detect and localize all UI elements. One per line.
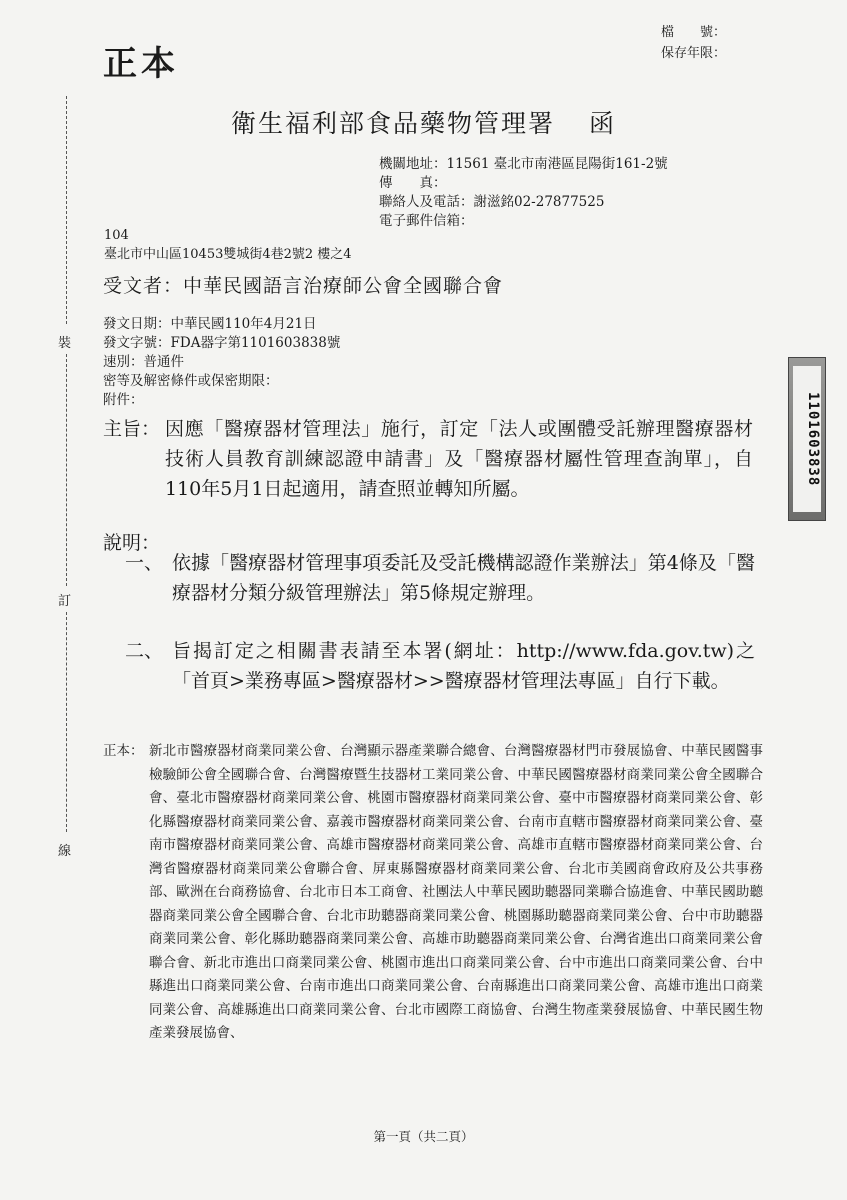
document-meta xyxy=(103,315,340,410)
subject-text: 因應「醫療器材管理法」施行，訂定「法人或團體受託辦理醫療器材技術人員教育訓練認證申請書」及「醫療器材屬性管理查詢單」，自110年5月1日起適用，請查照並轉知所屬。 xyxy=(165,418,753,500)
copies-text: 新北市醫療器材商業同業公會、台灣顯示器產業聯合總會、台灣醫療器材門市發展協會、中華民國醫事檢驗師公會全國聯合會、台灣醫療暨生技器材工業同業公會、中華民國醫療器材商業同業公會全國聯合會、臺北市醫療器材商業同業公會、桃園市醫療器材商業同業公會、臺中市醫療器材商業同業公會、彰化縣醫療器材商業同業公會、嘉義市醫療器材商業同業公會、台南市直轄市醫療器材商業同業公會、臺南市醫療器材商業同業公會、高雄市醫療器材商業同業公會、高雄市直轄市醫療器材商業同業公會、台灣省醫療器材商業同業公會聯合會、屏東縣醫療器材商業同業公會、台北市美國商會政府及公共事務部、歐洲在台商務協會、台北市日本工商會、社團法人中華民國助聽器同業聯合協進會、中華民國助聽器商業同業公會全國聯合會、台北市助聽器商業同業公會、桃園縣助聽器商業同業公會、台中市助聽器商業同業公會、彰化縣助聽器商業同業公會、高雄市助聽器商業同業公會、台灣省進出口商業同業公會聯合會、新北市進出口商業同業公會、桃園市進出口商業同業公會、台中市進出口商業同業公會、台中縣進出口商業同業公會、台南市進出口商業同業公會、台南縣進出口商業同業公會、高雄市進出口商業同業公會、高雄縣進出口商業同業公會、台北市國際工商協會、台灣生物產業發展協會、中華民國生物產業發展協會、 xyxy=(149,743,763,1041)
doc-type: 函 xyxy=(589,109,617,138)
document-number: 發文字號：FDA器字第1101603838號 xyxy=(103,335,341,351)
binding-mark: 訂 xyxy=(58,594,72,609)
attachments: 附件： xyxy=(103,392,144,408)
document-title xyxy=(0,104,847,140)
subject-label: 主旨： xyxy=(103,418,161,440)
priority: 速別：普通件 xyxy=(103,354,184,370)
receipt-number-stamp xyxy=(788,357,826,521)
explanation-item xyxy=(125,636,755,696)
recipient-address-block xyxy=(104,226,352,264)
copies-label: 正本： xyxy=(103,743,144,759)
file-number-label: 檔 號： xyxy=(661,25,727,40)
item-text: 依據「醫療器材管理事項委託及受託機構認證作業辦法」第4條及「醫療器材分類分級管理辦法」第5條規定辦理。 xyxy=(172,552,755,604)
agency-address: 機關地址：11561 臺北市南港區昆陽街161-2號 xyxy=(379,156,668,172)
item-number: 一、 xyxy=(125,552,164,574)
confidentiality: 密等及解密條件或保密期限： xyxy=(103,373,279,389)
email: 電子郵件信箱： xyxy=(379,213,474,229)
recipient-address: 臺北市中山區10453雙城街4巷2號2 樓之4 xyxy=(104,247,352,262)
item-number: 二、 xyxy=(125,640,164,662)
binding-line xyxy=(66,354,67,586)
explanation-item xyxy=(125,548,755,608)
receiver: 受文者：中華民國語言治療師公會全國聯合會 xyxy=(103,275,504,297)
postcode: 104 xyxy=(104,228,129,243)
binding-line xyxy=(66,612,67,832)
contact-phone: 聯絡人及電話：謝滋銘02-27877525 xyxy=(379,194,605,210)
binding-mark: 裝 xyxy=(58,336,72,351)
agency-name: 衛生福利部食品藥物管理署 xyxy=(230,109,555,138)
item-text: 旨揭訂定之相關書表請至本署(網址：http://www.fda.gov.tw)之「首頁>業務專區>醫療器材>>醫療器材管理法專區」自行下載。 xyxy=(172,640,755,692)
binding-margin xyxy=(58,96,76,896)
retention-label: 保存年限： xyxy=(661,46,727,61)
binding-line xyxy=(66,96,67,324)
file-info xyxy=(661,22,751,64)
copies-list xyxy=(103,740,763,1046)
explanation-label: 說明： xyxy=(103,532,161,554)
subject xyxy=(103,414,753,504)
binding-mark: 線 xyxy=(58,844,72,859)
original-copy-stamp: 正本 xyxy=(103,44,179,84)
receipt-number: 1101603838 xyxy=(793,366,821,512)
sender-info xyxy=(379,155,668,231)
fax: 傳 真： xyxy=(379,175,447,191)
issue-date: 發文日期：中華民國110年4月21日 xyxy=(103,316,317,332)
page-number: 第一頁（共二頁） xyxy=(373,1129,474,1144)
